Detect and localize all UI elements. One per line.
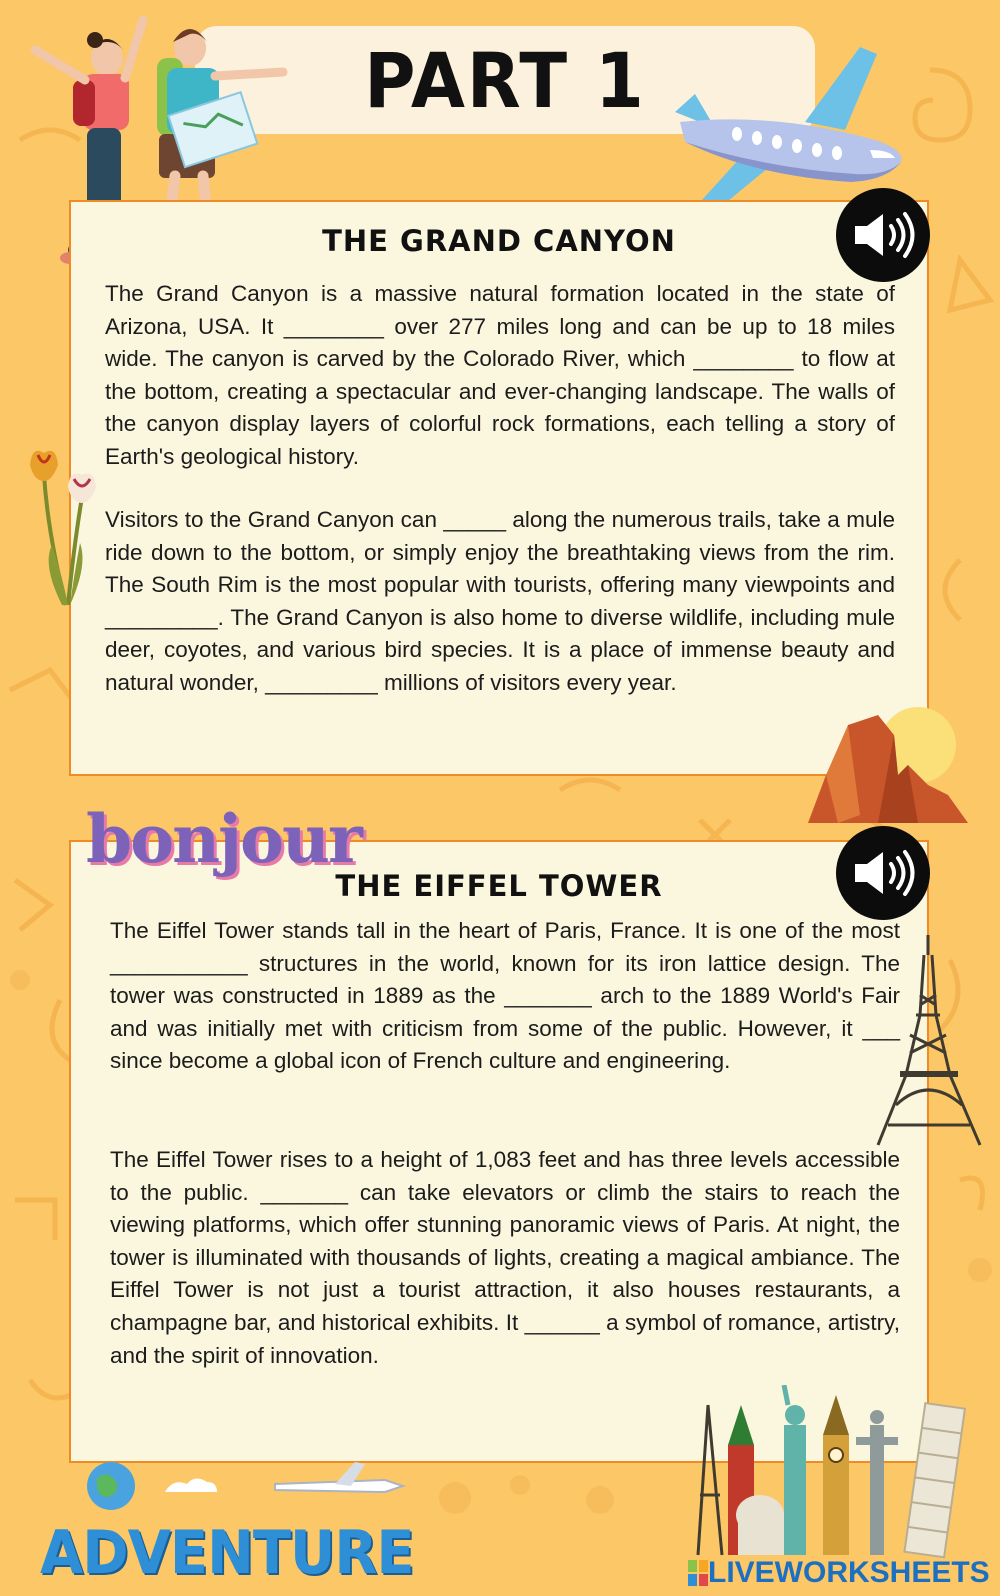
bonjour-logo: bonjour	[86, 800, 361, 878]
adventure-logo: ADVENTURE	[40, 1518, 414, 1588]
canyon-icon	[808, 705, 978, 825]
speaker-icon	[851, 848, 915, 898]
liveworksheets-logo[interactable]	[688, 1556, 990, 1590]
section-title: THE EIFFEL TOWER	[335, 869, 663, 903]
landmarks-icon	[688, 1385, 988, 1560]
paragraph: Visitors to the Grand Canyon can _____ along the numerous trails, take a mule ride down to the bottom, or simply enjoy the breathtaking views from the rim. The South Rim is the most popular with tourists, offering many viewpoints and _________. The Grand Canyon is also home to diverse wildlife, including mule deer, coyotes, and various bird species. It is a place of immense beauty and natural wonder, _________ millions of visitors every year.	[105, 507, 895, 695]
audio-play-button[interactable]	[836, 826, 930, 920]
tulip-icon	[22, 445, 107, 610]
liveworksheets-text: LIVEWORKSHEETS	[708, 1556, 990, 1589]
paragraph: The Eiffel Tower rises to a height of 1,083 feet and has three levels accessible to the public. _______ can take elevators or climb the stairs to reach the viewing platforms, which offer stunning panoramic views of Paris. At night, the tower is illuminated with thousands of lights, creating a magical ambiance. The Eiffel Tower is not just a tourist attraction, it also houses restaurants, a champagne bar, and historical exhibits. It ______ a symbol of romance, artistry, and the spirit of innovation.	[110, 1147, 900, 1368]
page-title: PART 1	[364, 35, 646, 125]
paragraph: The Grand Canyon is a massive natural formation located in the state of Arizona, USA. It ________ over 277 miles long and can be up to 18 miles wide. The canyon is carved by the Colorado River, which ________ to flow at the bottom, creating a spectacular and ever-changing landscape. The walls of the canyon display layers of colorful rock formations, each telling a story of Earth's geological history.	[105, 281, 895, 469]
liveworksheets-icon	[688, 1560, 708, 1586]
section-title: THE GRAND CANYON	[322, 224, 676, 258]
audio-play-button[interactable]	[836, 188, 930, 282]
eiffel-tower-icon	[870, 935, 990, 1150]
globe-icon	[85, 1456, 415, 1516]
grand-canyon-panel	[69, 200, 929, 776]
speaker-icon	[851, 210, 915, 260]
paragraph: The Eiffel Tower stands tall in the heart of Paris, France. It is one of the most ___________ structures in the world, known for its iron lattice design. The tower was constructed in 1889 as the _______ arch to the 1889 World's Fair and was initially met with criticism from some of the public. However, it ___ since become a global icon of French culture and engineering.	[110, 918, 900, 1074]
eiffel-tower-panel	[69, 840, 929, 1463]
